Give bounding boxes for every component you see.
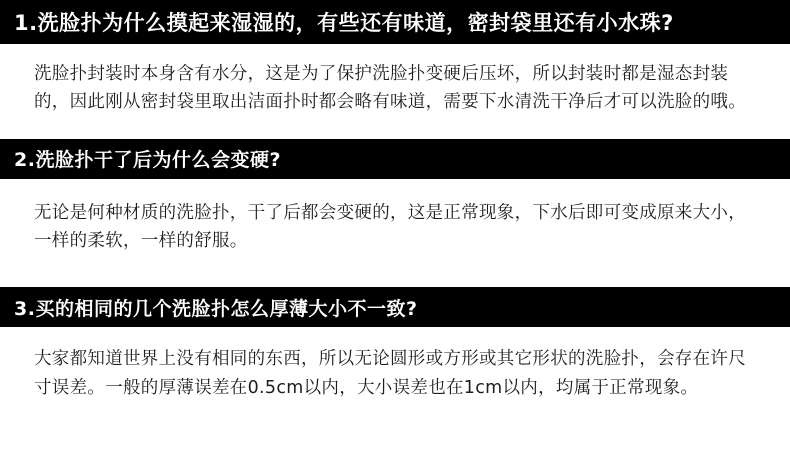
faq-question-2: 2.洗脸扑干了后为什么会变硬?: [0, 139, 790, 179]
section-spacer-2: [0, 269, 790, 287]
faq-answer-1-text: 洗脸扑封装时本身含有水分，这是为了保护洗脸扑变硬后压坏，所以封装时都是湿态封装的，因此刚从密封袋里取出洁面扑时都会略有味道，需要下水清洗干净后才可以洗脸的哦。: [34, 64, 746, 113]
faq-answer-3: [0, 327, 790, 412]
faq-question-3: 3.买的相同的几个洗脸扑怎么厚薄大小不一致?: [0, 287, 790, 327]
faq-item-3: [0, 287, 790, 412]
faq-answer-1: [0, 44, 790, 127]
faq-answer-2-text: 无论是何种材质的洗脸扑，干了后都会变硬的，这是正常现象，下水后即可变成原来大小，一样的柔软，一样的舒服。: [34, 202, 746, 252]
faq-item-1: [0, 0, 790, 127]
faq-answer-2: [0, 179, 790, 270]
faq-item-2: [0, 139, 790, 270]
faq-answer-3-text: 大家都知道世界上没有相同的东西，所以无论圆形或方形或其它形状的洗脸扑，会存在许尺寸误差。一般的厚薄误差在0.5cm以内，大小误差也在1cm以内，均属于正常现象。: [34, 349, 746, 398]
faq-question-1: 1.洗脸扑为什么摸起来湿湿的，有些还有味道，密封袋里还有小水珠?: [0, 0, 790, 44]
section-spacer-1: [0, 127, 790, 139]
